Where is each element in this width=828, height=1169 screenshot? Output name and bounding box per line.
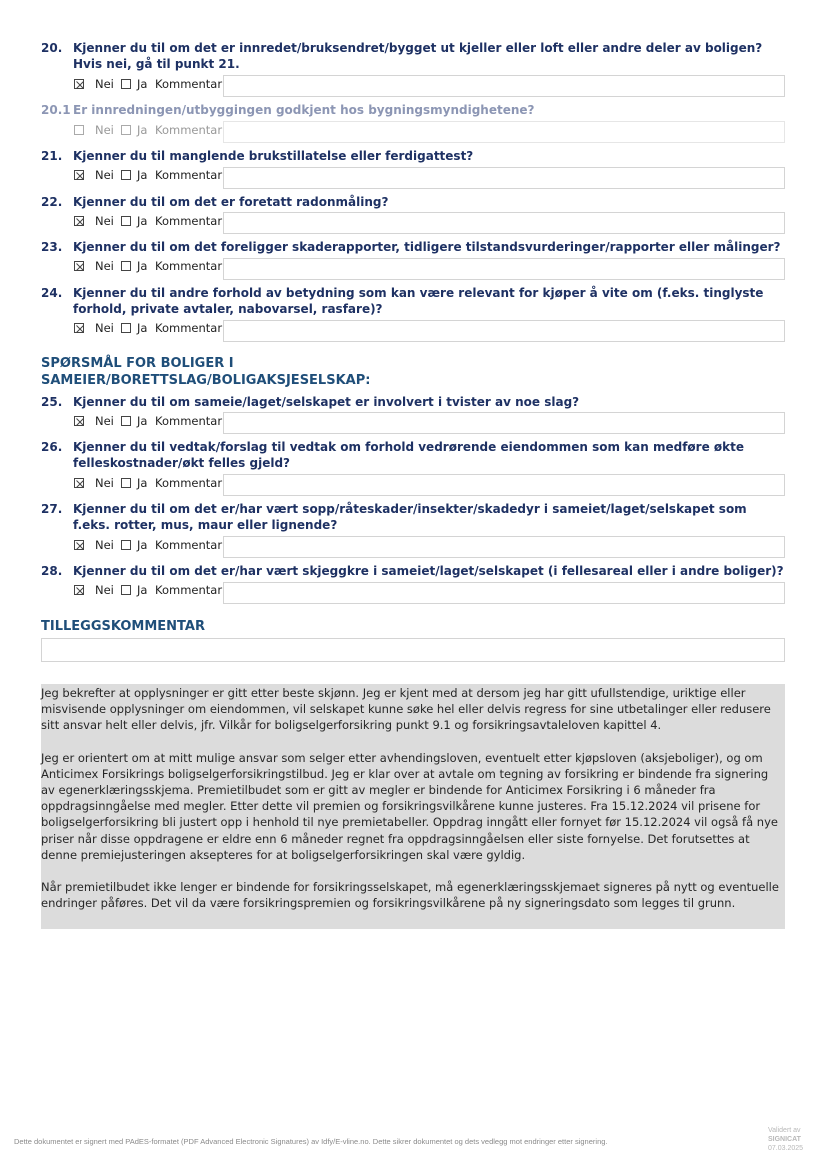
ja-label: Ja [137, 214, 148, 228]
ja-label: Ja [137, 476, 148, 490]
question-23 [41, 239, 786, 255]
question-number: 22. [41, 195, 63, 209]
declaration-block [41, 684, 785, 929]
kommentar-label: Kommentar [155, 583, 223, 597]
nei-label: Nei [95, 476, 114, 490]
ja-label: Ja [137, 414, 148, 428]
declaration-paragraph: Jeg er orientert om at mitt mulige ansvar som selger etter avhendingsloven, eventuelt etter kjøpsloven (aksjeboliger), og om Anticimex Forsikrings boligselgerforsikringstilbud. Jeg er klar over at avtale om tegning av forsikring er bindende fra signering av egenerklæringsskjema. Premietilbudet som er gitt av megler er bindende for Anticimex Forsikring i 6 måneder fra oppdragsinngåelse med megler. Etter dette vil premien og forsikringsvilkårene kunne justeres. Fra 15.12.2024 vil prisene for boligselgerforsikring bli justert opp i henhold til nye premietabeller. Oppdrag inngått eller fornyet før 15.12.2024 vil også få nye priser når disse oppdragene er eldre enn 6 måneder regnet fra oppdragsinngåelsen eller siste fornyelse. Det forutsettes at denne premiejusteringen aksepteres for at boligselgerforsikringen skal være gyldig. [41, 750, 778, 862]
check-x-icon [75, 417, 85, 427]
question-27 [41, 501, 786, 533]
nei-checkbox[interactable] [74, 261, 84, 271]
kommentar-label: Kommentar [155, 414, 223, 428]
check-x-icon [75, 586, 85, 596]
stamp-brand: SIGNICAT [768, 1136, 801, 1143]
question-25 [41, 394, 786, 410]
validation-stamp [768, 1126, 803, 1153]
question-number: 20.1 [41, 103, 71, 117]
kommentar-label: Kommentar [155, 321, 223, 335]
nei-checkbox[interactable] [74, 125, 84, 135]
nei-checkbox[interactable] [74, 478, 84, 488]
question-text: Kjenner du til om det foreligger skaderapporter, tidligere tilstandsvurderinger/rapporter eller målinger? [73, 240, 781, 254]
check-x-icon [75, 324, 85, 334]
comment-field-23[interactable] [223, 258, 785, 280]
question-text: Er innredningen/utbyggingen godkjent hos bygningsmyndighetene? [73, 103, 535, 117]
ja-checkbox[interactable] [121, 478, 131, 488]
question-number: 28. [41, 564, 63, 578]
question-number: 27. [41, 502, 63, 516]
kommentar-label: Kommentar [155, 77, 223, 91]
ja-checkbox[interactable] [121, 416, 131, 426]
comment-field-26[interactable] [223, 474, 785, 496]
question-number: 26. [41, 440, 63, 454]
ja-label: Ja [137, 538, 148, 552]
kommentar-label: Kommentar [155, 259, 223, 273]
question-text: Kjenner du til om det er/har vært sopp/råteskader/insekter/skadedyr i sameiet/laget/selskapet som f.eks. rotter, mus, maur eller lignende? [73, 502, 747, 532]
nei-checkbox[interactable] [74, 79, 84, 89]
ja-label: Ja [137, 123, 148, 137]
question-text: Kjenner du til om sameie/laget/selskapet er involvert i tvister av noe slag? [73, 395, 580, 409]
ja-label: Ja [137, 259, 148, 273]
check-x-icon [75, 171, 85, 181]
question-text: Kjenner du til om det er/har vært skjeggkre i sameiet/laget/selskapet (i fellesareal eller i andre boliger)? [73, 564, 784, 578]
nei-checkbox[interactable] [74, 170, 84, 180]
comment-field-25[interactable] [223, 412, 785, 434]
check-x-icon [75, 262, 85, 272]
nei-label: Nei [95, 414, 114, 428]
kommentar-label: Kommentar [155, 538, 223, 552]
question-number: 24. [41, 286, 63, 300]
nei-label: Nei [95, 259, 114, 273]
nei-checkbox[interactable] [74, 585, 84, 595]
declaration-paragraph: Jeg bekrefter at opplysninger er gitt etter beste skjønn. Jeg er kjent med at dersom jeg har gitt ufullstendige, uriktige eller misvisende opplysninger om eiendommen, vil selskapet kunne søke hel eller delvis regress for sine utbetalinger eller redusere sitt ansvar helt eller delvis, jfr. Vilkår for boligselgerforsikring punkt 9.1 og forsikringsavtaleloven kapittel 4. [41, 686, 771, 733]
question-20-1 [41, 102, 786, 118]
nei-label: Nei [95, 538, 114, 552]
nei-label: Nei [95, 214, 114, 228]
ja-checkbox[interactable] [121, 170, 131, 180]
question-text: Kjenner du til vedtak/forslag til vedtak om forhold vedrørende eiendommen som kan medføre økte felleskostnader/økt felles gjeld? [73, 440, 744, 470]
comment-field-22[interactable] [223, 212, 785, 234]
comment-field-20-1[interactable] [223, 121, 785, 143]
question-28 [41, 563, 786, 579]
comment-field-27[interactable] [223, 536, 785, 558]
kommentar-label: Kommentar [155, 476, 223, 490]
ja-checkbox[interactable] [121, 125, 131, 135]
question-21 [41, 148, 786, 164]
question-text: Kjenner du til andre forhold av betydning som kan være relevant for kjøper å vite om (f.eks. tinglyste forhold, private avtaler, nabovarsel, rasfare)? [73, 286, 764, 316]
check-x-icon [75, 217, 85, 227]
additional-comment-title: TILLEGGSKOMMENTAR [41, 619, 205, 634]
comment-field-20[interactable] [223, 75, 785, 97]
question-number: 23. [41, 240, 63, 254]
stamp-date: 07.03.2025 [768, 1145, 804, 1152]
ja-checkbox[interactable] [121, 216, 131, 226]
ja-checkbox[interactable] [121, 79, 131, 89]
ja-checkbox[interactable] [121, 261, 131, 271]
nei-checkbox[interactable] [74, 416, 84, 426]
question-22 [41, 194, 786, 210]
check-x-icon [75, 80, 85, 90]
signature-footer: Dette dokumentet er signert med PAdES-formatet (PDF Advanced Electronic Signatures) av Idfy/E-vline.no. Dette sikrer dokumentet og dets vedlegg mot endringer etter signering. [14, 1137, 608, 1146]
question-text: Kjenner du til om det er innredet/bruksendret/bygget ut kjeller eller loft eller andre deler av boligen? Hvis nei, gå til punkt 21. [73, 41, 763, 71]
question-text: Kjenner du til om det er foretatt radonmåling? [73, 195, 389, 209]
ja-label: Ja [137, 77, 148, 91]
section-title-sameier: SPØRSMÅL FOR BOLIGER I SAMEIER/BORETTSLAG/BOLIGAKSJESELSKAP: [41, 356, 371, 388]
question-number: 20. [41, 41, 63, 55]
nei-label: Nei [95, 321, 114, 335]
ja-checkbox[interactable] [121, 323, 131, 333]
additional-comment-field[interactable] [41, 638, 785, 662]
kommentar-label: Kommentar [155, 168, 223, 182]
ja-checkbox[interactable] [121, 540, 131, 550]
nei-checkbox[interactable] [74, 323, 84, 333]
check-x-icon [75, 541, 85, 551]
ja-checkbox[interactable] [121, 585, 131, 595]
check-x-icon [75, 479, 85, 489]
ja-label: Ja [137, 168, 148, 182]
comment-field-21[interactable] [223, 167, 785, 189]
nei-checkbox[interactable] [74, 540, 84, 550]
kommentar-label: Kommentar [155, 123, 223, 137]
question-26 [41, 439, 786, 471]
comment-field-24[interactable] [223, 320, 785, 342]
nei-label: Nei [95, 168, 114, 182]
comment-field-28[interactable] [223, 582, 785, 604]
question-text: Kjenner du til manglende brukstillatelse eller ferdigattest? [73, 149, 474, 163]
declaration-paragraph: Når premietilbudet ikke lenger er bindende for forsikringsselskapet, må egenerklæringsskjemaet signeres på nytt og eventuelle endringer påføres. Det vil da være forsikringspremien og forsikringsvilkårene på ny signeringsdato som legges til grunn. [41, 880, 779, 911]
question-20 [41, 40, 786, 72]
ja-label: Ja [137, 583, 148, 597]
question-24 [41, 285, 786, 317]
nei-label: Nei [95, 77, 114, 91]
nei-label: Nei [95, 123, 114, 137]
nei-checkbox[interactable] [74, 216, 84, 226]
question-number: 21. [41, 149, 63, 163]
stamp-line: Validert av [768, 1127, 801, 1134]
question-number: 25. [41, 395, 63, 409]
kommentar-label: Kommentar [155, 214, 223, 228]
ja-label: Ja [137, 321, 148, 335]
nei-label: Nei [95, 583, 114, 597]
